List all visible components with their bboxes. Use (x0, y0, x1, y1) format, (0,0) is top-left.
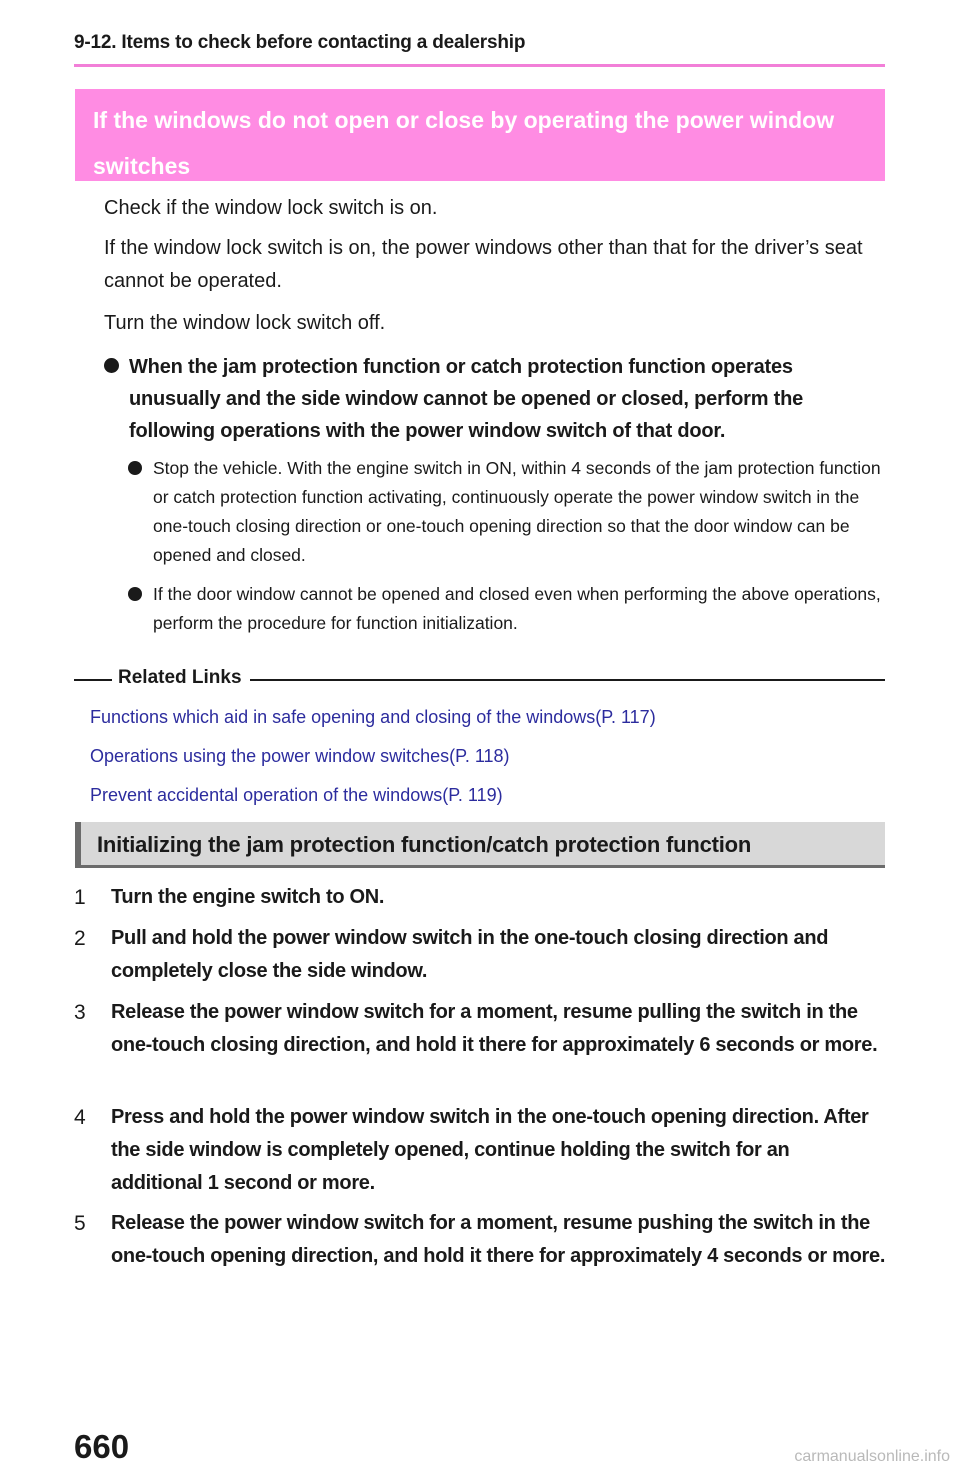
step-1 (74, 881, 886, 914)
action-text: Turn the window lock switch off. (104, 312, 386, 334)
check-text: Check if the window lock switch is on. (104, 197, 438, 219)
bullet-jam-protection (104, 351, 864, 447)
related-link-safe-opening[interactable]: Functions which aid in safe opening and closing of the windows(P. 117) (90, 707, 656, 727)
related-links-title: Related Links (118, 667, 242, 688)
step-number: 3 (74, 1001, 86, 1024)
related-links-rule-left (74, 679, 112, 681)
step-5 (74, 1207, 886, 1273)
step-text: Pull and hold the power window switch in the one-touch closing direction and completely close the side window. (111, 927, 829, 982)
step-text: Release the power window switch for a moment, resume pushing the switch in the one-touch opening direction, and hold it there for approximately 4 seconds or more. (111, 1212, 886, 1267)
subbullet-text: Stop the vehicle. With the engine switch in ON, within 4 seconds of the jam protection function or catch protection function activating, continuously operate the power window switch in the one-touch closing direction or one-touch opening direction so that the door window can be opened and closed. (153, 458, 881, 565)
section-heading-windows: If the windows do not open or close by operating the power window switches (75, 89, 885, 181)
step-text: Press and hold the power window switch in the one-touch opening direction. After the side window is completely opened, continue holding the switch for an additional 1 second or more. (111, 1106, 869, 1194)
step-3 (74, 996, 886, 1062)
step-number: 4 (74, 1106, 86, 1129)
step-number: 5 (74, 1212, 86, 1235)
bullet-text: When the jam protection function or catch protection function operates unusually and the side window cannot be opened or closed, perform the following operations with the power window switch of that door. (129, 356, 804, 442)
subbullet-stop-vehicle (128, 454, 884, 570)
related-links-rule-right (250, 679, 885, 681)
bullet-dot-icon (128, 461, 142, 475)
bullet-dot-icon (128, 587, 142, 601)
watermark: carmanualsonline.info (794, 1448, 950, 1465)
header-divider (74, 64, 885, 67)
step-2 (74, 922, 886, 988)
step-4 (74, 1101, 886, 1200)
step-text: Release the power window switch for a moment, resume pulling the switch in the one-touch closing direction, and hold it there for approximately 6 seconds or more. (111, 1001, 878, 1056)
related-link-prevent-accidental[interactable]: Prevent accidental operation of the windows(P. 119) (90, 785, 503, 805)
step-number: 2 (74, 927, 86, 950)
subbullet-initialization (128, 580, 884, 638)
section-heading-initializing: Initializing the jam protection function/catch protection function (75, 822, 885, 868)
step-text: Turn the engine switch to ON. (111, 886, 385, 908)
breadcrumb: 9-12. Items to check before contacting a dealership (74, 32, 526, 53)
explanation-text: If the window lock switch is on, the power windows other than that for the driver’s seat cannot be operated. (104, 237, 863, 292)
page-number: 660 (74, 1428, 130, 1465)
bullet-dot-icon (104, 358, 119, 373)
related-link-operations[interactable]: Operations using the power window switches(P. 118) (90, 746, 510, 766)
step-number: 1 (74, 886, 86, 909)
subbullet-text: If the door window cannot be opened and closed even when performing the above operations, perform the procedure for function initialization. (153, 584, 881, 633)
